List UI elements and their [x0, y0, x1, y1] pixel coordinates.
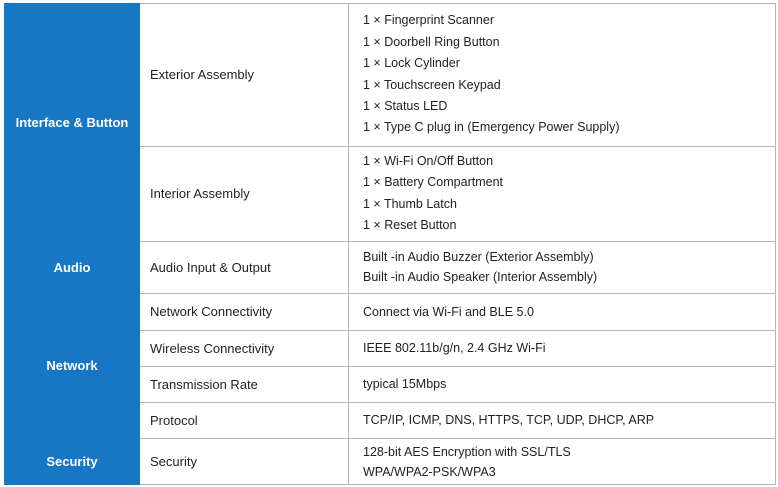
spec-value-line: 1 × Lock Cylinder	[363, 56, 460, 71]
spec-label: Protocol	[150, 412, 198, 428]
spec-label: Security	[150, 454, 197, 469]
spec-value-line: 1 × Status LED	[363, 98, 448, 113]
spec-label: Network Connectivity	[150, 304, 273, 319]
spec-value-line: TCP/IP, ICMP, DNS, HTTPS, TCP, UDP, DHCP, ARP	[363, 413, 655, 427]
spec-value-line: 1 × Battery Compartment	[363, 175, 503, 190]
column-divider	[348, 3, 349, 485]
spec-value-cell	[348, 330, 776, 366]
spec-value-line: IEEE 802.11b/g/n, 2.4 GHz Wi-Fi	[363, 341, 546, 355]
category-cell	[4, 241, 140, 293]
category-label: Network	[46, 358, 98, 373]
spec-value-cell	[348, 146, 776, 241]
spec-label-cell	[140, 146, 348, 241]
spec-value-cell	[348, 293, 776, 330]
spec-label: Wireless Connectivity	[150, 340, 275, 356]
spec-label-cell	[140, 3, 348, 146]
spec-label-cell	[140, 366, 348, 402]
category-cell	[4, 293, 140, 438]
spec-label-cell	[140, 293, 348, 330]
spec-value-line: 1 × Thumb Latch	[363, 196, 457, 211]
category-label: Security	[46, 454, 98, 469]
spec-label-cell	[140, 402, 348, 438]
category-cell	[4, 438, 140, 485]
spec-value-line: Connect via Wi-Fi and BLE 5.0	[363, 304, 534, 319]
spec-label: Interior Assembly	[150, 186, 250, 201]
table-bottom-border	[140, 484, 776, 485]
spec-value-line: 1 × Type C plug in (Emergency Power Supply)	[363, 120, 620, 135]
spec-label: Transmission Rate	[150, 376, 258, 392]
spec-value-line: typical 15Mbps	[363, 377, 447, 391]
table-top-border	[140, 3, 776, 4]
spec-value-line: 1 × Touchscreen Keypad	[363, 77, 501, 92]
spec-value-line: WPA/WPA2-PSK/WPA3	[363, 464, 496, 479]
spec-value-line: 128-bit AES Encryption with SSL/TLS	[363, 444, 571, 459]
spec-value-cell	[348, 438, 776, 485]
spec-value-line: 1 × Wi-Fi On/Off Button	[363, 153, 494, 168]
spec-value-line: 1 × Fingerprint Scanner	[363, 13, 494, 28]
spec-value-line: 1 × Reset Button	[363, 217, 457, 232]
spec-value-cell	[348, 3, 776, 146]
spec-label-cell	[140, 330, 348, 366]
table-right-border	[775, 3, 776, 485]
spec-label: Audio Input & Output	[150, 259, 271, 275]
spec-value-cell	[348, 402, 776, 438]
spec-value-line: 1 × Doorbell Ring Button	[363, 34, 500, 49]
spec-label-cell	[140, 438, 348, 485]
spec-value-line: Built -in Audio Buzzer (Exterior Assembly)	[363, 250, 594, 264]
spec-label-cell	[140, 241, 348, 293]
spec-value-line: Built -in Audio Speaker (Interior Assembly)	[363, 270, 598, 284]
category-label: Audio	[53, 259, 91, 275]
spec-value-cell	[348, 366, 776, 402]
spec-label: Exterior Assembly	[150, 67, 255, 82]
category-label: Interface & Button	[15, 114, 129, 130]
category-cell	[4, 3, 140, 241]
spec-value-cell	[348, 241, 776, 293]
